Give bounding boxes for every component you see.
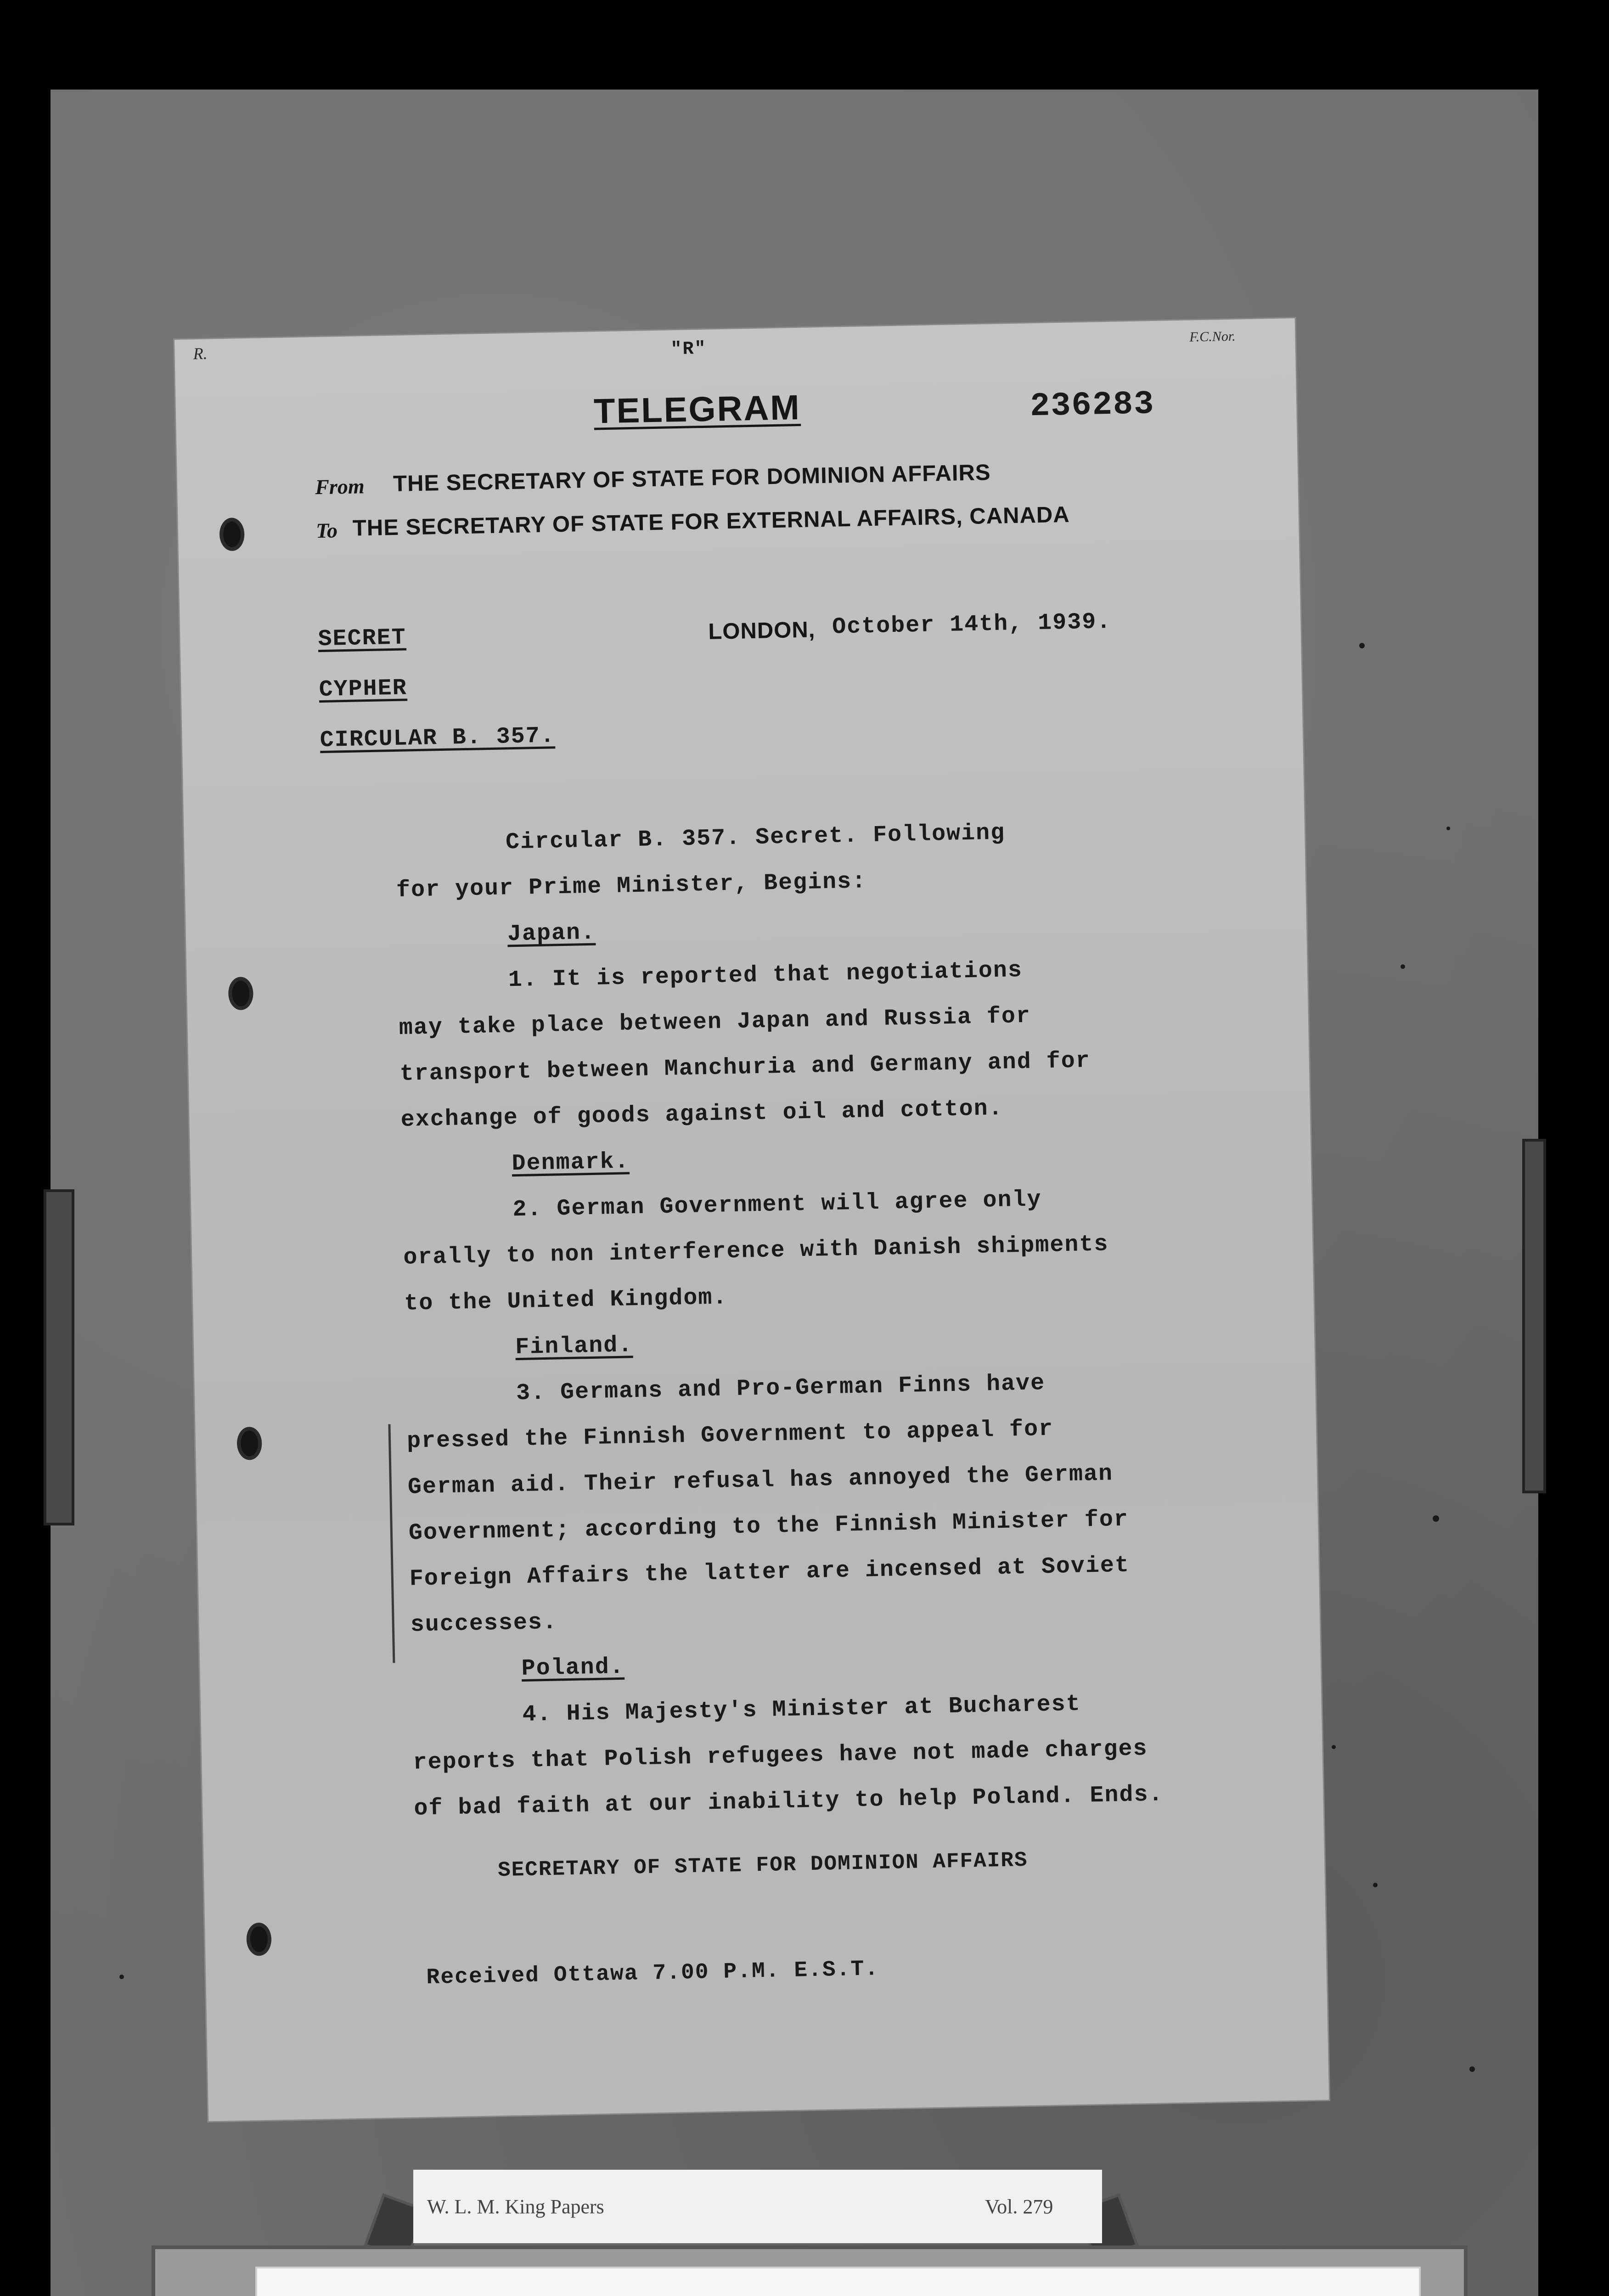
to-label: To [315,518,338,543]
section-heading-poland: Poland. [521,1654,625,1683]
dust-speck [1401,964,1405,969]
volume-number: Vol. 279 [985,2195,1053,2218]
body-line: successes. [410,1609,558,1638]
telegram-date: October 14th, 1939. [832,608,1112,641]
body-line: to the United Kingdom. [404,1284,728,1317]
dust-speck [1433,1515,1439,1522]
handwritten-routing-note: F.C.Nor. [1189,328,1236,345]
section-heading-finland: Finland. [515,1332,633,1361]
body-line: exchange of goods against oil and cotton. [400,1095,1004,1133]
body-line: may take place between Japan and Russia for [399,1003,1031,1041]
left-edge-tab [44,1189,74,1525]
punch-hole [228,977,253,1010]
telegram-number: 236283 [1030,385,1155,426]
r-mark: "R" [670,338,707,360]
classification-label: SECRET [318,625,407,653]
body-line: 3. Germans and Pro-German Finns have [516,1370,1046,1407]
received-note: Received Ottawa 7.00 P.M. E.S.T. [426,1957,879,1991]
body-line: orally to non interference with Danish shipments [403,1231,1109,1271]
body-line: transport between Manchuria and Germany and for [399,1048,1091,1087]
place-label: LONDON, [708,617,816,644]
dust-speck [1332,1745,1336,1749]
reference-strip [413,2170,1102,2243]
to-text: THE SECRETARY OF STATE FOR EXTERNAL AFFAIRS, CANADA [352,502,1070,541]
margin-pencil-mark [388,1424,395,1663]
body-line: Government; according to the Finnish Minister for [408,1506,1129,1547]
body-line: Foreign Affairs the latter are incensed at Soviet [409,1552,1130,1593]
body-line: of bad faith at our inability to help Poland. Ends. [413,1781,1164,1822]
right-edge-tab [1522,1139,1546,1493]
signature-line: SECRETARY OF STATE FOR DOMINION AFFAIRS [497,1848,1028,1883]
body-line: pressed the Finnish Government to appeal for [406,1416,1054,1455]
section-heading-denmark: Denmark. [512,1148,630,1177]
body-line: 1. It is reported that negotiations [508,957,1023,994]
dust-speck [1469,2066,1475,2072]
telegram-sheet [174,318,1329,2121]
dust-speck [1373,1883,1378,1887]
punch-hole [236,1427,262,1460]
dust-speck [1446,827,1450,830]
cipher-label: CYPHER [319,675,408,703]
punch-hole [246,1923,271,1956]
from-label: From [315,474,365,499]
dust-speck [119,1975,124,1979]
archive-label-card [257,2268,1419,2296]
body-line: German aid. Their refusal has annoyed the German [407,1461,1114,1501]
body-line: 2. German Government will agree only [512,1187,1042,1223]
handwritten-corner-mark: R. [193,344,208,363]
collection-name: W. L. M. King Papers [427,2195,604,2218]
section-heading-japan: Japan. [507,919,596,948]
dust-speck [1359,643,1365,648]
body-line: reports that Polish refugees have not made charges [413,1735,1148,1776]
telegram-title: TELEGRAM [593,388,801,431]
circular-reference: CIRCULAR B. 357. [320,723,556,754]
from-text: THE SECRETARY OF STATE FOR DOMINION AFFAIRS [393,460,991,496]
punch-hole [219,518,244,551]
body-line: Circular B. 357. Secret. Following [505,820,1006,856]
body-line: for your Prime Minister, Begins: [396,868,867,904]
body-line: 4. His Majesty's Minister at Bucharest [522,1691,1081,1728]
